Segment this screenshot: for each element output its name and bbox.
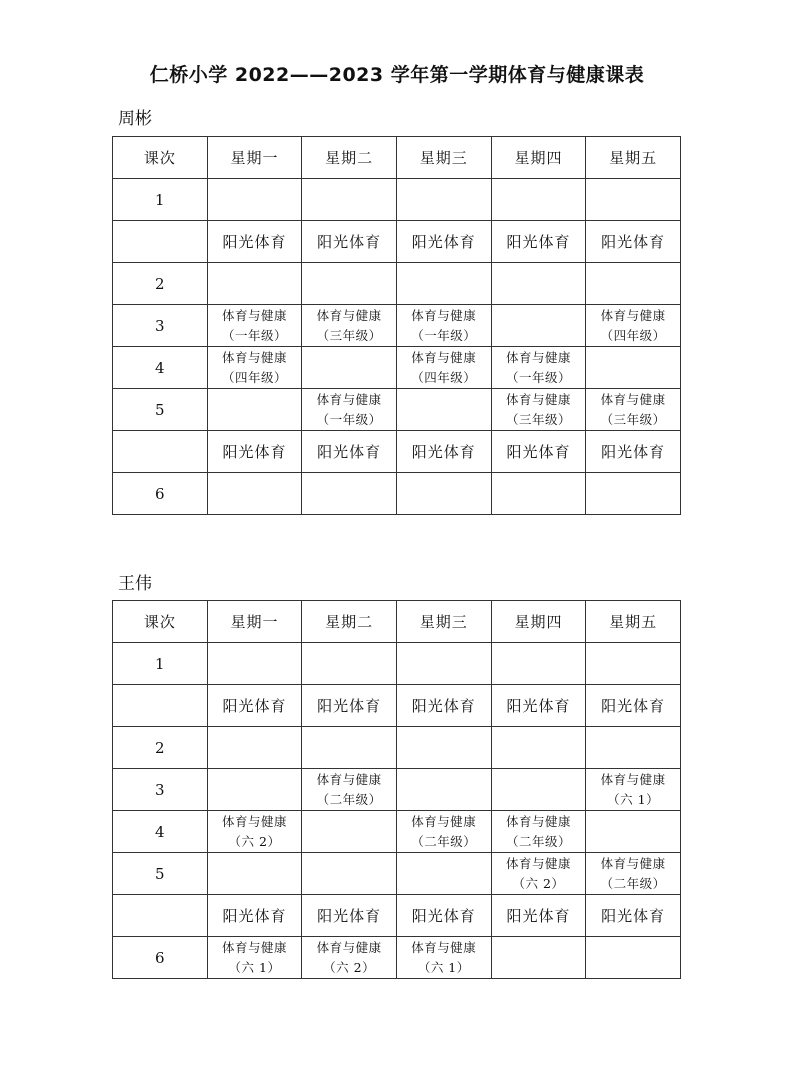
empty-cell	[396, 769, 491, 811]
sunshine-pe-cell: 阳光体育	[396, 221, 491, 263]
empty-cell	[207, 769, 302, 811]
sunshine-pe-cell: 阳光体育	[207, 685, 302, 727]
class-cell	[586, 769, 681, 811]
subject-label: 体育与健康	[411, 939, 477, 955]
subject-label: 体育与健康	[600, 771, 666, 787]
grade-label: （二年级）	[411, 833, 477, 849]
class-cell	[396, 305, 491, 347]
grade-label: （一年级）	[505, 369, 571, 385]
table-row	[113, 221, 681, 263]
sunshine-pe-cell: 阳光体育	[302, 895, 397, 937]
sunshine-pe-cell: 阳光体育	[396, 431, 491, 473]
empty-cell	[491, 937, 586, 979]
table-row	[113, 389, 681, 431]
table-row	[113, 685, 681, 727]
empty-cell	[586, 811, 681, 853]
schedule-table-2	[112, 600, 681, 979]
sunshine-pe-cell: 阳光体育	[302, 685, 397, 727]
table-row	[113, 937, 681, 979]
sunshine-pe-cell: 阳光体育	[491, 431, 586, 473]
grade-label: （二年级）	[600, 875, 666, 891]
sunshine-pe-cell: 阳光体育	[586, 431, 681, 473]
subject-label: 体育与健康	[316, 939, 382, 955]
grade-label: （六 2）	[323, 959, 376, 975]
grade-label: （三年级）	[316, 327, 382, 343]
weekday-column-header: 星期一	[207, 601, 302, 643]
header-row	[113, 137, 681, 179]
subject-label: 体育与健康	[316, 771, 382, 787]
table-row	[113, 473, 681, 515]
class-cell	[207, 811, 302, 853]
sunshine-pe-cell: 阳光体育	[491, 895, 586, 937]
class-cell	[586, 305, 681, 347]
period-number: 3	[113, 769, 208, 811]
subject-label: 体育与健康	[316, 307, 382, 323]
table-row	[113, 811, 681, 853]
class-cell	[396, 937, 491, 979]
grade-label: （三年级）	[600, 411, 666, 427]
subject-label: 体育与健康	[221, 813, 287, 829]
grade-label: （二年级）	[316, 791, 382, 807]
sunshine-pe-cell: 阳光体育	[396, 895, 491, 937]
subject-label: 体育与健康	[411, 307, 477, 323]
grade-label: （四年级）	[600, 327, 666, 343]
grade-label: （四年级）	[221, 369, 287, 385]
empty-cell	[586, 179, 681, 221]
subject-label: 体育与健康	[505, 813, 571, 829]
class-cell	[396, 347, 491, 389]
empty-cell	[396, 853, 491, 895]
empty-cell	[396, 473, 491, 515]
empty-cell	[491, 769, 586, 811]
empty-cell	[586, 643, 681, 685]
period-number: 4	[113, 811, 208, 853]
period-column-header: 课次	[113, 137, 208, 179]
grade-label: （六 1）	[417, 959, 470, 975]
period-number: 3	[113, 305, 208, 347]
empty-cell	[396, 389, 491, 431]
empty-cell	[302, 473, 397, 515]
class-cell	[491, 347, 586, 389]
table-row	[113, 263, 681, 305]
sunshine-pe-cell: 阳光体育	[586, 895, 681, 937]
sunshine-pe-cell: 阳光体育	[207, 221, 302, 263]
class-cell	[302, 937, 397, 979]
sunshine-pe-cell: 阳光体育	[207, 895, 302, 937]
subject-label: 体育与健康	[600, 855, 666, 871]
empty-cell	[396, 727, 491, 769]
grade-label: （二年级）	[505, 833, 571, 849]
period-number: 5	[113, 853, 208, 895]
empty-cell	[302, 727, 397, 769]
empty-cell	[586, 937, 681, 979]
weekday-column-header: 星期四	[491, 137, 586, 179]
subject-label: 体育与健康	[221, 307, 287, 323]
period-number: 6	[113, 937, 208, 979]
class-cell	[491, 811, 586, 853]
weekday-column-header: 星期五	[586, 601, 681, 643]
period-number: 1	[113, 179, 208, 221]
class-cell	[491, 389, 586, 431]
header-row	[113, 601, 681, 643]
class-cell	[586, 853, 681, 895]
class-cell	[302, 305, 397, 347]
class-cell	[302, 769, 397, 811]
subject-label: 体育与健康	[505, 349, 571, 365]
grade-label: （六 1）	[607, 791, 660, 807]
subject-label: 体育与健康	[600, 307, 666, 323]
empty-cell	[491, 263, 586, 305]
sunshine-pe-cell: 阳光体育	[491, 685, 586, 727]
grade-label: （一年级）	[411, 327, 477, 343]
weekday-column-header: 星期四	[491, 601, 586, 643]
period-number	[113, 895, 208, 937]
teacher-name-1: 周彬	[118, 109, 152, 129]
empty-cell	[207, 643, 302, 685]
empty-cell	[586, 727, 681, 769]
table-row	[113, 895, 681, 937]
empty-cell	[302, 347, 397, 389]
grade-label: （三年级）	[505, 411, 571, 427]
empty-cell	[207, 853, 302, 895]
class-cell	[207, 937, 302, 979]
empty-cell	[207, 389, 302, 431]
empty-cell	[586, 473, 681, 515]
empty-cell	[491, 305, 586, 347]
empty-cell	[302, 263, 397, 305]
empty-cell	[302, 853, 397, 895]
empty-cell	[586, 347, 681, 389]
schedule-table-1	[112, 136, 681, 515]
grade-label: （一年级）	[221, 327, 287, 343]
sunshine-pe-cell: 阳光体育	[302, 221, 397, 263]
empty-cell	[491, 473, 586, 515]
grade-label: （六 1）	[228, 959, 281, 975]
class-cell	[396, 811, 491, 853]
table-row	[113, 769, 681, 811]
empty-cell	[491, 727, 586, 769]
weekday-column-header: 星期三	[396, 601, 491, 643]
table-row	[113, 727, 681, 769]
period-number: 1	[113, 643, 208, 685]
period-number: 5	[113, 389, 208, 431]
period-number: 6	[113, 473, 208, 515]
sunshine-pe-cell: 阳光体育	[586, 221, 681, 263]
period-number: 4	[113, 347, 208, 389]
subject-label: 体育与健康	[600, 391, 666, 407]
class-cell	[207, 305, 302, 347]
page-title: 仁桥小学 2022——2023 学年第一学期体育与健康课表	[149, 64, 645, 86]
weekday-column-header: 星期二	[302, 601, 397, 643]
grade-label: （四年级）	[411, 369, 477, 385]
sunshine-pe-cell: 阳光体育	[302, 431, 397, 473]
period-number	[113, 431, 208, 473]
period-number	[113, 221, 208, 263]
grade-label: （六 2）	[228, 833, 281, 849]
table-row	[113, 305, 681, 347]
empty-cell	[491, 179, 586, 221]
empty-cell	[302, 811, 397, 853]
empty-cell	[586, 263, 681, 305]
sunshine-pe-cell: 阳光体育	[491, 221, 586, 263]
grade-label: （六 2）	[512, 875, 565, 891]
table-row	[113, 179, 681, 221]
empty-cell	[491, 643, 586, 685]
empty-cell	[396, 643, 491, 685]
weekday-column-header: 星期三	[396, 137, 491, 179]
sunshine-pe-cell: 阳光体育	[207, 431, 302, 473]
weekday-column-header: 星期五	[586, 137, 681, 179]
subject-label: 体育与健康	[221, 939, 287, 955]
subject-label: 体育与健康	[505, 391, 571, 407]
period-column-header: 课次	[113, 601, 208, 643]
table-row	[113, 853, 681, 895]
teacher-name-2: 王伟	[118, 574, 152, 594]
empty-cell	[396, 263, 491, 305]
class-cell	[491, 853, 586, 895]
class-cell	[207, 347, 302, 389]
empty-cell	[207, 473, 302, 515]
subject-label: 体育与健康	[316, 391, 382, 407]
subject-label: 体育与健康	[411, 813, 477, 829]
empty-cell	[302, 643, 397, 685]
empty-cell	[207, 263, 302, 305]
table-row	[113, 347, 681, 389]
subject-label: 体育与健康	[411, 349, 477, 365]
weekday-column-header: 星期二	[302, 137, 397, 179]
period-number: 2	[113, 727, 208, 769]
table-row	[113, 431, 681, 473]
empty-cell	[207, 727, 302, 769]
class-cell	[302, 389, 397, 431]
grade-label: （一年级）	[316, 411, 382, 427]
sunshine-pe-cell: 阳光体育	[586, 685, 681, 727]
subject-label: 体育与健康	[505, 855, 571, 871]
weekday-column-header: 星期一	[207, 137, 302, 179]
empty-cell	[207, 179, 302, 221]
period-number	[113, 685, 208, 727]
subject-label: 体育与健康	[221, 349, 287, 365]
empty-cell	[302, 179, 397, 221]
empty-cell	[396, 179, 491, 221]
sunshine-pe-cell: 阳光体育	[396, 685, 491, 727]
class-cell	[586, 389, 681, 431]
period-number: 2	[113, 263, 208, 305]
table-row	[113, 643, 681, 685]
